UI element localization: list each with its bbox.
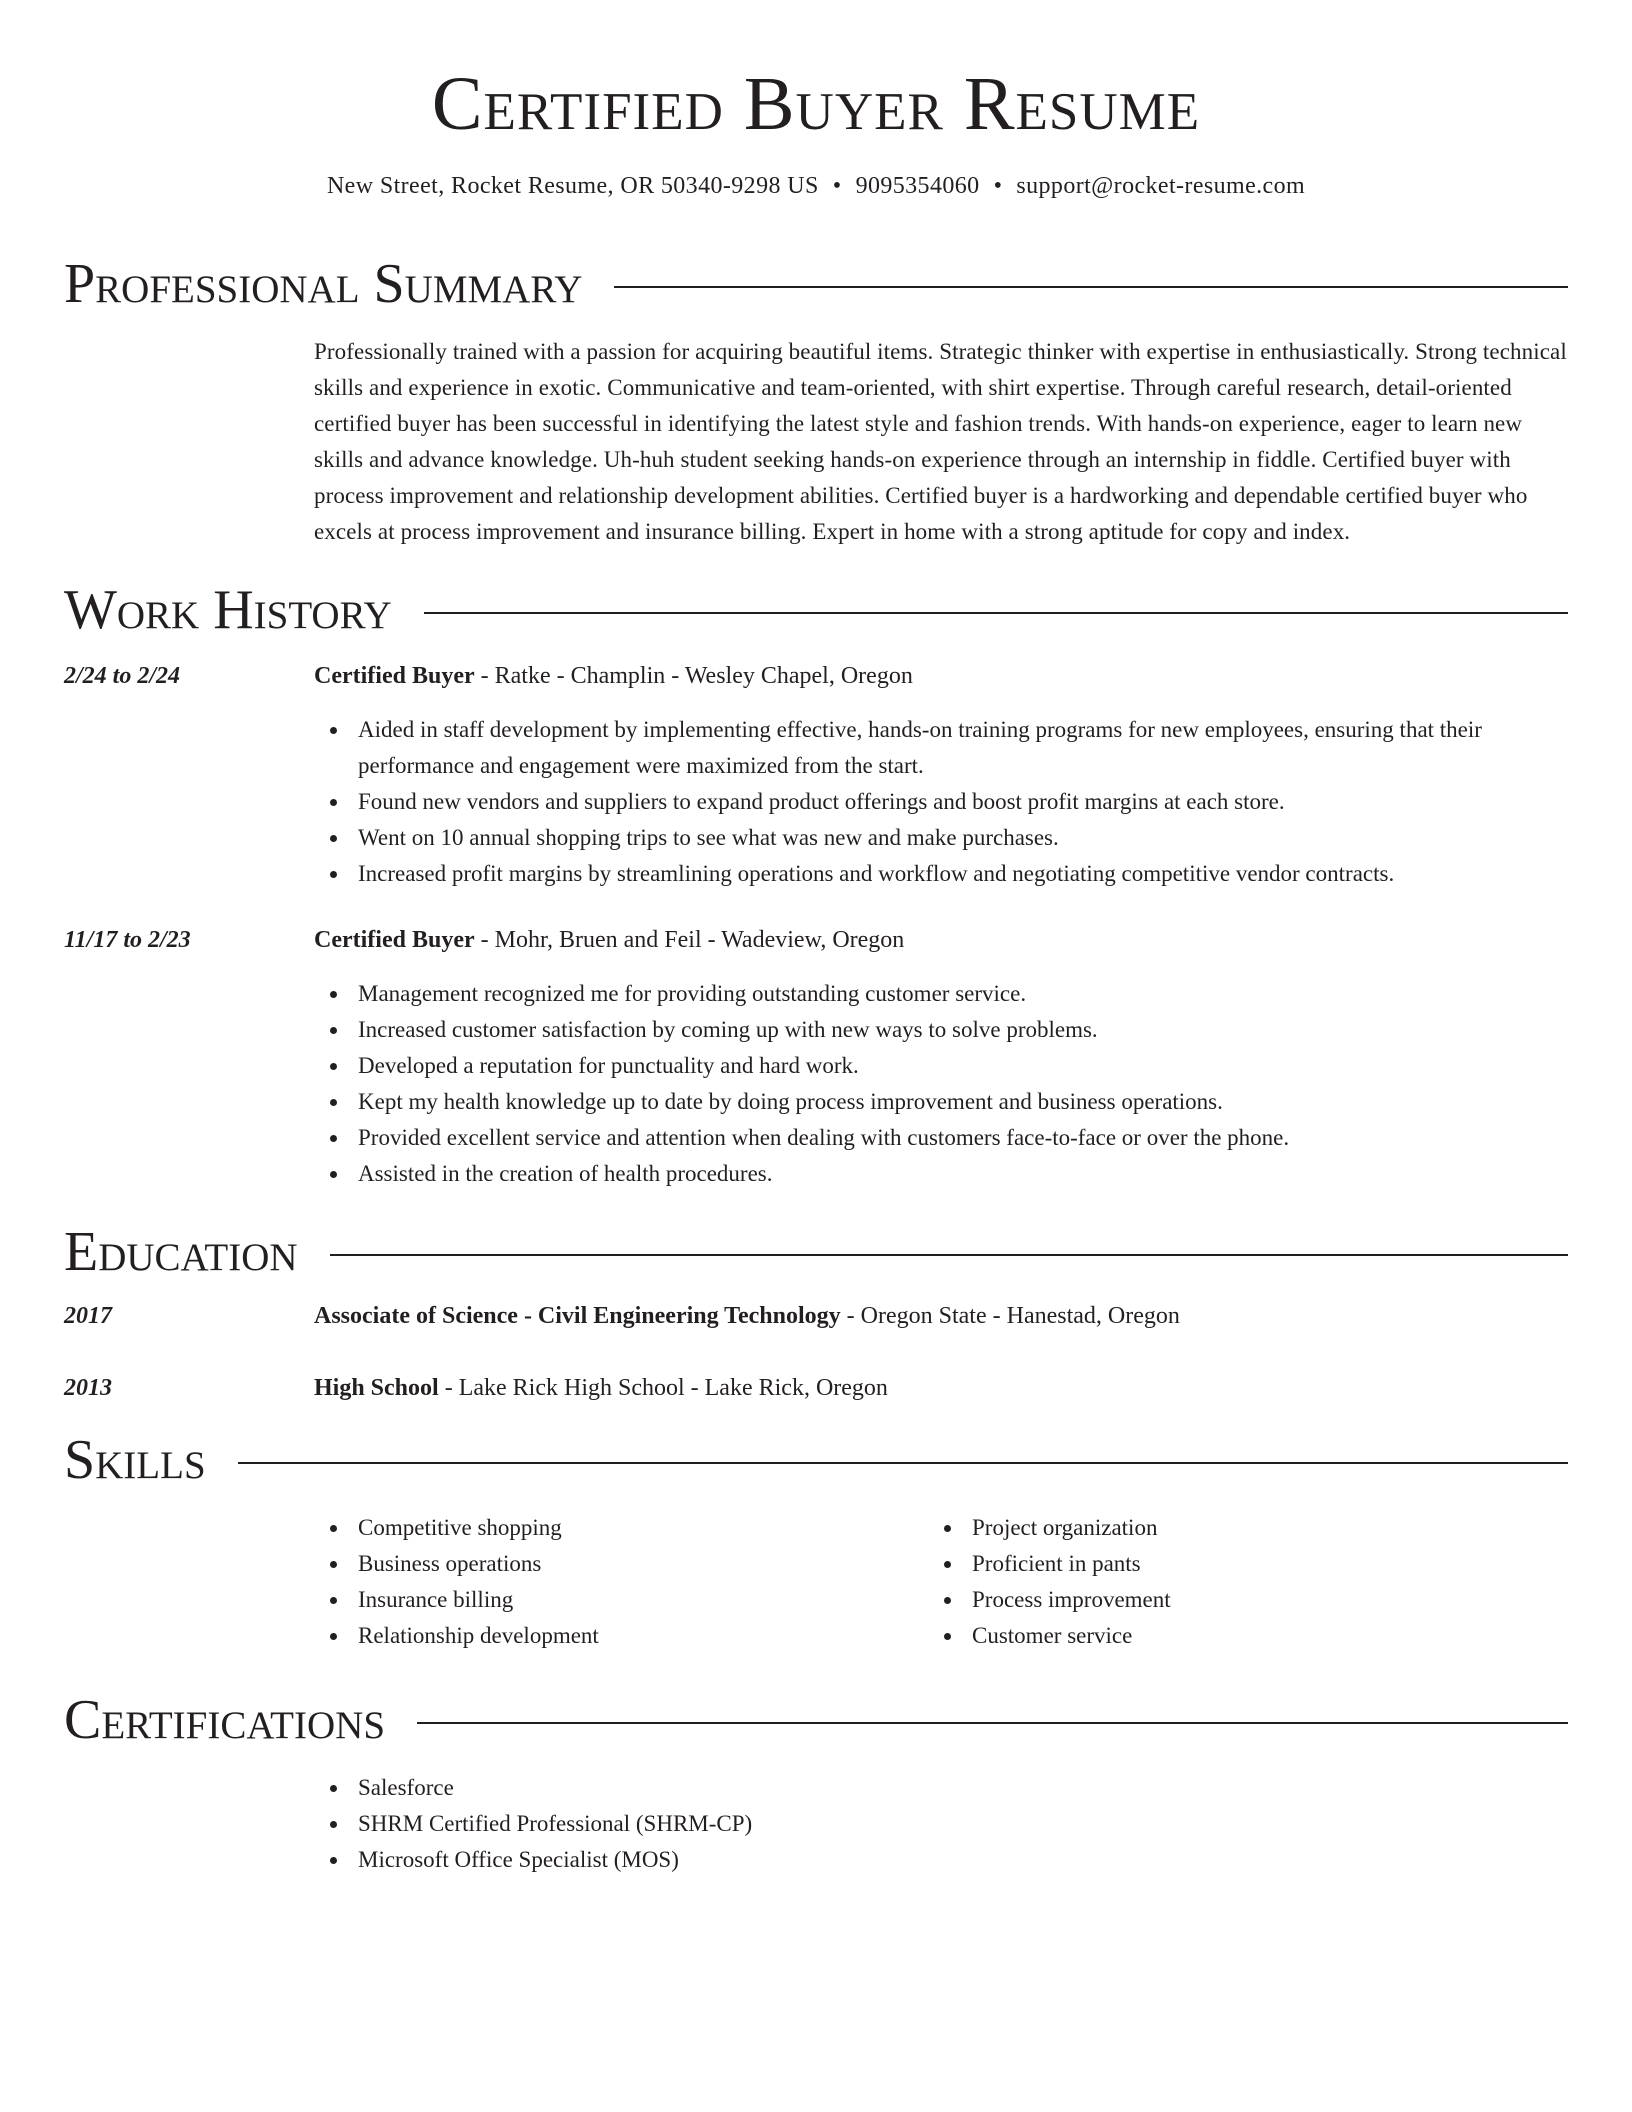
- education-entry: [64, 1370, 1568, 1406]
- contact-address: New Street, Rocket Resume, OR 50340-9298 US: [326, 173, 819, 199]
- list-item: Microsoft Office Specialist (MOS): [314, 1842, 752, 1878]
- job-title: Certified Buyer: [314, 663, 475, 689]
- contact-line: [64, 170, 1568, 202]
- skills-list-left: [314, 1510, 928, 1654]
- job-dates: 2/24 to 2/24: [64, 663, 181, 689]
- education-degree: High School: [314, 1375, 439, 1401]
- section-title-skills: Skills: [64, 1429, 206, 1491]
- education-entry: [64, 1298, 1568, 1334]
- education-year: 2017: [64, 1303, 112, 1329]
- section-title-summary: Professional Summary: [64, 253, 583, 315]
- job-title: Certified Buyer: [314, 927, 475, 953]
- list-item: Business operations: [314, 1546, 928, 1582]
- list-item: Found new vendors and suppliers to expand product offerings and boost profit margins at each store.: [314, 784, 1568, 820]
- contact-separator: •: [832, 173, 842, 199]
- left-column-spacer: [64, 334, 314, 550]
- education-line: [314, 1298, 1568, 1334]
- section-title-education: Education: [64, 1221, 298, 1283]
- skills-grid: [64, 1510, 1568, 1654]
- job-dates: 11/17 to 2/23: [64, 927, 191, 953]
- list-item: Increased profit margins by streamlining operations and workflow and negotiating competitive vendor contracts.: [314, 856, 1568, 892]
- job-entry: [64, 658, 1568, 892]
- education-degree: Associate of Science - Civil Engineering Technology: [314, 1303, 841, 1329]
- resume-header: [64, 0, 1568, 202]
- certifications-row: [64, 1770, 1568, 1878]
- summary-row: [64, 334, 1568, 550]
- list-item: Relationship development: [314, 1618, 928, 1654]
- section-divider: [417, 1722, 1568, 1724]
- job-entry: [64, 922, 1568, 1192]
- left-column-spacer: [64, 1770, 314, 1878]
- contact-separator: •: [993, 173, 1003, 199]
- education-year: 2013: [64, 1375, 112, 1401]
- section-divider: [330, 1254, 1568, 1256]
- job-title-line: [314, 922, 1568, 958]
- list-item: Proficient in pants: [928, 1546, 1542, 1582]
- education-details: - Oregon State - Hanestad, Oregon: [840, 1303, 1180, 1329]
- list-item: Salesforce: [314, 1770, 752, 1806]
- list-item: Assisted in the creation of health procedures.: [314, 1156, 1568, 1192]
- list-item: SHRM Certified Professional (SHRM-CP): [314, 1806, 752, 1842]
- job-bullets: [314, 976, 1568, 1192]
- list-item: Management recognized me for providing outstanding customer service.: [314, 976, 1568, 1012]
- section-title-work: Work History: [64, 579, 392, 641]
- job-details: - Ratke - Champlin - Wesley Chapel, Oregon: [474, 663, 913, 689]
- section-divider: [614, 286, 1568, 288]
- section-divider: [238, 1462, 1568, 1464]
- list-item: Project organization: [928, 1510, 1542, 1546]
- section-header-skills: [64, 1428, 1568, 1492]
- contact-phone: 9095354060: [855, 173, 980, 199]
- list-item: Aided in staff development by implementing effective, hands-on training programs for new employees, ensuring that their performance and engagement were maximized from the start.: [314, 712, 1568, 784]
- summary-text: Professionally trained with a passion for acquiring beautiful items. Strategic thinker with expertise in enthusiastically. Strong technical skills and experience in exotic. Communicative and team-oriented, with shirt expertise. Through careful research, detail-oriented certified buyer has been successful in identifying the latest style and fashion trends. With hands-on experience, eager to learn new skills and advance knowledge. Uh-huh student seeking hands-on experience through an internship in fiddle. Certified buyer with process improvement and relationship development abilities. Certified buyer is a hardworking and dependable certified buyer who excels at process improvement and insurance billing. Expert in home with a strong aptitude for copy and index.: [314, 339, 1567, 544]
- resume-title: Certified Buyer Resume: [431, 62, 1201, 146]
- education-line: [314, 1370, 1568, 1406]
- section-header-certifications: [64, 1688, 1568, 1752]
- list-item: Kept my health knowledge up to date by doing process improvement and business operations.: [314, 1084, 1568, 1120]
- list-item: Insurance billing: [314, 1582, 928, 1618]
- job-body: [314, 658, 1568, 892]
- certifications-list: [314, 1770, 752, 1878]
- education-details: - Lake Rick High School - Lake Rick, Oregon: [438, 1375, 888, 1401]
- list-item: Customer service: [928, 1618, 1542, 1654]
- section-title-certifications: Certifications: [64, 1689, 386, 1751]
- contact-email: support@rocket-resume.com: [1016, 173, 1306, 199]
- job-title-line: [314, 658, 1568, 694]
- section-header-work: [64, 578, 1568, 642]
- section-header-education: [64, 1220, 1568, 1284]
- job-body: [314, 922, 1568, 1192]
- left-column-spacer: [64, 1510, 314, 1654]
- list-item: Process improvement: [928, 1582, 1542, 1618]
- list-item: Provided excellent service and attention when dealing with customers face-to-face or over the phone.: [314, 1120, 1568, 1156]
- section-header-summary: [64, 252, 1568, 316]
- skills-list-right: [928, 1510, 1542, 1654]
- list-item: Increased customer satisfaction by coming up with new ways to solve problems.: [314, 1012, 1568, 1048]
- list-item: Competitive shopping: [314, 1510, 928, 1546]
- section-divider: [424, 612, 1568, 614]
- job-bullets: [314, 712, 1568, 892]
- job-details: - Mohr, Bruen and Feil - Wadeview, Oregon: [474, 927, 905, 953]
- list-item: Went on 10 annual shopping trips to see what was new and make purchases.: [314, 820, 1568, 856]
- list-item: Developed a reputation for punctuality and hard work.: [314, 1048, 1568, 1084]
